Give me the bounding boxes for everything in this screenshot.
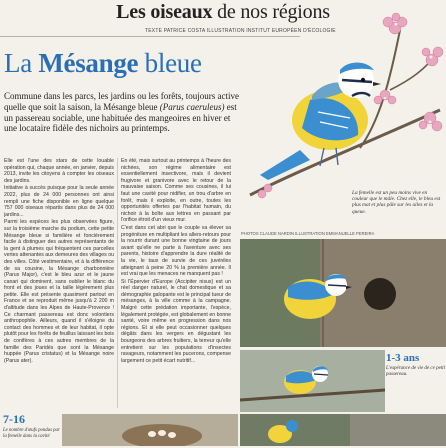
headline-suffix: bleue [138, 48, 202, 78]
col1-paragraph: Parmi les espèces les plus observées figure, sur la troisième marche du podium, cette petite Mésange bleue si familière et foncièrement facile à distinguer des autres représentants de la gent à plumes qui fréquentent ces parcelles vertes attenantes aux demeures des villages ou des villes. Côté vestimentaire, et à la différence de sa cousine, la Mésange charbonnière (Parus Major), c'est le bleu azur et le jaune canari qui dominent, sans oublier le blanc du front et des joues et la taille légèrement plus petite. Elle est présente quasiment partout en France et se reproduit même jusqu'à 2 200 m d'altitude dans les Alpes de Haute-Provence ! Ce charmant passereau est donc volontiers anthropophile. Ailleurs, quand il s'éloigne du contact des hommes et de leur habitat, il opte plutôt pour les forêts de feuillus laissant les bois de conifères à ces autres membres de la famille des Paridés que sont la Mésange huppée (Parus cristatus) et la Mésange noire (Parus ater). [4, 219, 114, 364]
column-divider [117, 158, 118, 408]
bird-figure [260, 62, 381, 180]
headline-prefix: La [4, 48, 39, 78]
photo-credit: PHOTOS CLAUDE NARDIN ILLUSTRATION EMMANUELLE PEREIRA [241, 231, 375, 236]
body-column-2 [121, 158, 231, 448]
headline [4, 48, 202, 79]
body-column-1 [4, 158, 114, 408]
intro-line1: Commune dans les parcs, les jardins ou les forêts, toujours active quelle que soit la saison, la Mésange bleue [4, 91, 239, 112]
col1-paragraph: Elle est l'une des stars de cette louable opération qui, chaque année, en janvier, depuis 2013, invite les citoyens à compter les oiseaux des jardins. [4, 158, 114, 184]
headline-bold: Mésange [38, 48, 139, 78]
intro-paragraph [4, 91, 240, 134]
egg-count-number: 7-16 [3, 412, 25, 426]
credit-line: TEXTE PATRICE COSTA ILLUSTRATION INSTITUT EUROPÉEN D'ÉCOLOGIE [145, 28, 336, 34]
illustration-caption: La femelle est un peu moins vive en couleur que le mâle. Chez elle, le bleu est plus mat et plus pâle sur les ailes et la queue. [352, 190, 441, 215]
col1-paragraph: Initiative à succès puisque pour la seule année 2022, plus de 24 000 personnes ont ainsi rempli une fiche disponible en ligne quelque 757 000 oiseaux répartis dans plus de 24 000 jardins... [4, 185, 114, 218]
photo-bottom-strip [240, 414, 446, 446]
lifespan-stat [386, 352, 446, 378]
egg-count-stat [3, 412, 61, 439]
col2-paragraph: C'est dans cet abri que le couple va élever sa progéniture en multipliant les allers-retours pour la nourrir durant une bonne vingtaine de jours avant qu'elle ne parte à l'aventure avec ses parents, histoire d'apprendre la dure réalité de la vie, le taux de survie de ces juvéniles atteignant à peine 20 % la première année. Il est vrai que les menaces ne manquent pas ! [121, 224, 231, 278]
col2-paragraph: En été, mais surtout au printemps à l'heure des nichées, son régime alimentaire est essentiellement insectivore, mais il devient frugivore et granivore avec le retour de la mauvaise saison. Comme ses cousines, il lui faut une cavité pour nidifier, un trou d'arbre en forêt, mais il exploite, en outre, toutes les opportunités offertes par l'habitat humain, du nichoir à la boîte aux lettres en passant par l'orifice étroit d'un vieux mur. [121, 158, 231, 224]
photo-nest-box [240, 239, 446, 347]
photo-nest-eggs [62, 414, 238, 446]
photo-tit-on-branch [240, 350, 385, 412]
intro-latin: (Parus caeruleus) [159, 101, 225, 112]
series-title-bold: Les oiseaux [116, 1, 213, 23]
col2-paragraph: Si l'Épervier d'Europe (Accipiter nisus) est un réel danger naturel, le chat domestique et sa démographie galopante est le principal tueur de mésanges, à la ville comme à la campagne. Malgré cette prédation importante, l'espèce, légalement protégée, est globalement en bonne santé, voire même en progression dans nos régions. Et si elle peut occasionner quelques dégâts dans les vergers en dégustant les bourgeons des arbres fruitiers, la terreur qu'elle entretient sur les populations d'insectes ravageurs, notamment les pucerons, compense largement ce petit écart nutritif... [121, 278, 231, 364]
intro-line2: est un passereau sociable, une habituée des mangeoires en hiver et une locataire fidèle des nichoirs au printemps. [4, 101, 237, 134]
egg-count-description: Le nombre d'œufs pondus par la femelle dans la cavité [3, 428, 60, 439]
series-title-rest: de nos régions [212, 1, 330, 23]
lifespan-stat-number: 1-3 ans [386, 352, 420, 364]
lifespan-stat-description: L'espérance de vie de ce petit passereau. [386, 366, 445, 377]
